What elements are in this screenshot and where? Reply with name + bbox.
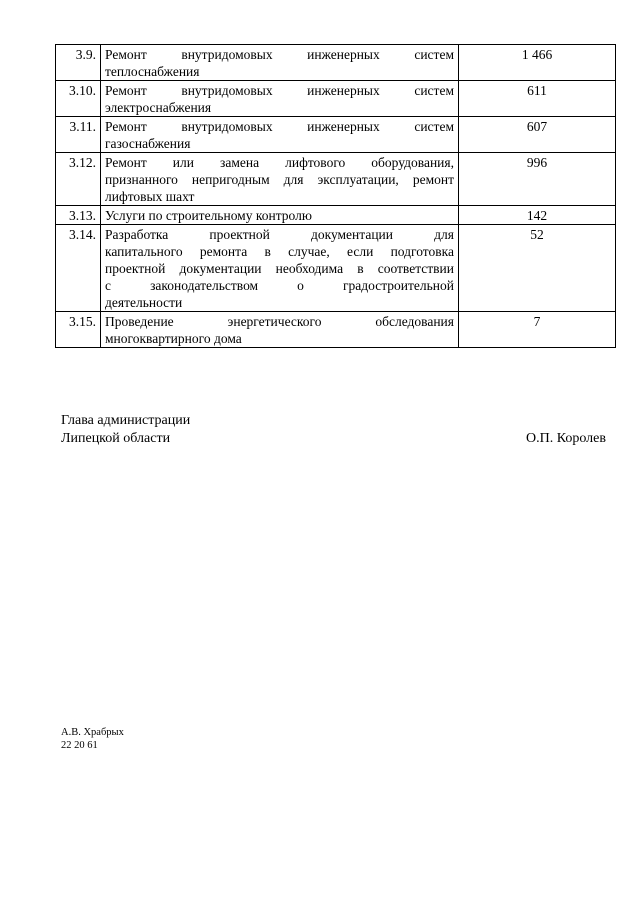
- row-value: 52: [459, 225, 616, 312]
- signatory-name: О.П. Королев: [526, 431, 606, 446]
- description-line: Ремонт внутридомовых инженерных систем: [105, 83, 454, 98]
- description-line-last: деятельности: [105, 295, 183, 310]
- description-line-last: электроснабжения: [105, 100, 212, 115]
- description-line-last: лифтовых шахт: [105, 189, 195, 204]
- row-description: [101, 81, 459, 117]
- row-value: 996: [459, 153, 616, 206]
- row-description: [101, 153, 459, 206]
- description-line: проектной документации необходима в соответствии: [105, 261, 454, 276]
- description-line: с законодательством о градостроительной: [105, 278, 454, 293]
- executor-name: А.В. Храбрых: [61, 727, 124, 738]
- row-description: [101, 45, 459, 81]
- row-number: 3.14.: [56, 225, 101, 312]
- description-line: капитального ремонта в случае, если подготовка: [105, 244, 454, 259]
- description-line: Ремонт внутридомовых инженерных систем: [105, 119, 454, 134]
- description-line: Разработка проектной документации для: [105, 227, 454, 242]
- row-number: 3.12.: [56, 153, 101, 206]
- description-line-last: газоснабжения: [105, 136, 191, 151]
- row-value: 7: [459, 312, 616, 348]
- row-description: [101, 225, 459, 312]
- table-row: [56, 153, 616, 206]
- signatory-position-line2: Липецкой области: [61, 431, 171, 446]
- table-row: [56, 312, 616, 348]
- executor-phone: 22 20 61: [61, 740, 98, 751]
- signature-block: [61, 412, 606, 448]
- description-line: Ремонт или замена лифтового оборудования,: [105, 155, 454, 170]
- executor-block: [61, 726, 124, 752]
- description-line-last: многоквартирного дома: [105, 331, 242, 346]
- description-line-last: Услуги по строительному контролю: [105, 208, 312, 223]
- table-row: [56, 117, 616, 153]
- row-number: 3.15.: [56, 312, 101, 348]
- row-value: 142: [459, 206, 616, 225]
- table-row: [56, 225, 616, 312]
- row-description: [101, 117, 459, 153]
- row-description: [101, 312, 459, 348]
- table-body: [56, 45, 616, 348]
- work-types-table: [55, 44, 616, 348]
- description-line-last: теплоснабжения: [105, 64, 200, 79]
- table-row: [56, 81, 616, 117]
- row-number: 3.13.: [56, 206, 101, 225]
- row-value: 1 466: [459, 45, 616, 81]
- row-value: 611: [459, 81, 616, 117]
- signature-row: [61, 430, 606, 448]
- description-line: Проведение энергетического обследования: [105, 314, 454, 329]
- row-number: 3.10.: [56, 81, 101, 117]
- row-number: 3.11.: [56, 117, 101, 153]
- row-value: 607: [459, 117, 616, 153]
- description-line: признанного непригодным для эксплуатации, ремонт: [105, 172, 454, 187]
- table-row: [56, 206, 616, 225]
- signatory-position-line1: Глава администрации: [61, 413, 191, 428]
- row-number: 3.9.: [56, 45, 101, 81]
- description-line: Ремонт внутридомовых инженерных систем: [105, 47, 454, 62]
- row-description: [101, 206, 459, 225]
- table-row: [56, 45, 616, 81]
